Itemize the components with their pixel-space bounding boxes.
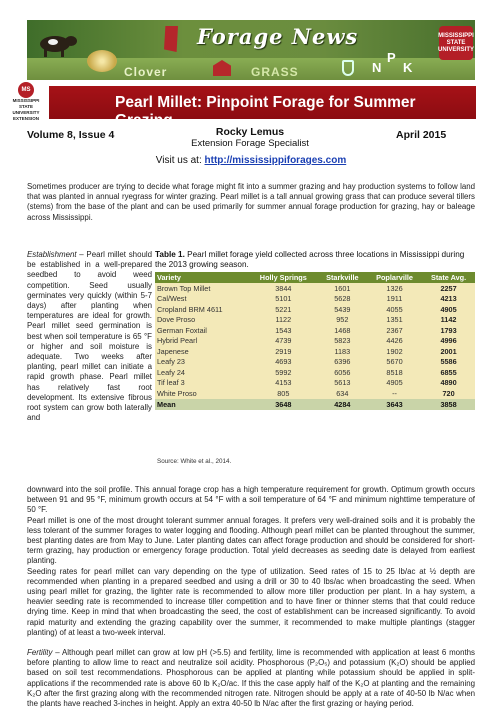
header-state-avg: State Avg. (422, 272, 475, 283)
table-caption-label: Table 1. (155, 250, 185, 259)
forage-yield-table (155, 272, 475, 410)
cell-variety: Hybrid Pearl (155, 336, 249, 347)
table-row (155, 357, 475, 368)
author-name: Rocky Lemus (215, 126, 285, 138)
table-row (155, 388, 475, 399)
cell-state-avg: 4905 (422, 304, 475, 315)
article-title: Pearl Millet: Pinpoint Forage for Summer Grazing (115, 94, 416, 129)
table-row (155, 378, 475, 389)
cell-variety: Brown Top Millet (155, 283, 249, 294)
fertility-paragraph (27, 648, 475, 709)
cell-holly-springs: 3844 (249, 283, 318, 294)
cell-poplarville: 5670 (367, 357, 422, 368)
table-row (155, 294, 475, 305)
cell-state-avg: 6855 (422, 367, 475, 378)
establishment-paragraph (27, 250, 152, 423)
cell-starkville: 1601 (318, 283, 367, 294)
cell-starkville: 5439 (318, 304, 367, 315)
fertility-text: – Although pearl millet can grow at low pH (>5.5) and fertility, lime is recommended with application at least 6 months before planting to allow lime to react and neutralize soil acidity. Phosphorous (P₂O₅) and potassium (K₂O) should be applied based on soil test recommendations. Phosphorous can be applied at planting while potassium should be applied in split-applications if the recommended rate is above 60 lb K₂O/ac. If this the case apply half of the K₂O at planting and the remaining K₂O after the first grazing along with the recommended nitrogen rate. Nitrogen should be apply at a rate of 40-50 lb N/ac when the plants have reached 3-inches in height. Apply an extra 40-50 lb N/ac after the first grazing or haying period. (27, 648, 475, 709)
mean-variety: Mean (155, 399, 249, 410)
header-variety: Variety (155, 272, 249, 283)
visit-prefix: Visit us at: (155, 155, 205, 166)
cell-poplarville: 4905 (367, 378, 422, 389)
table-row (155, 325, 475, 336)
cell-state-avg: 2257 (422, 283, 475, 294)
author-block (180, 126, 320, 150)
table-header-row (155, 272, 475, 283)
cattle-icon (35, 28, 81, 58)
cell-poplarville: 4426 (367, 336, 422, 347)
cell-state-avg: 720 (422, 388, 475, 399)
fertility-label: Fertility (27, 648, 53, 658)
cell-poplarville: 4055 (367, 304, 422, 315)
cell-starkville: 952 (318, 315, 367, 326)
issue-date: April 2015 (396, 129, 447, 141)
cell-state-avg: 5586 (422, 357, 475, 368)
cell-variety: Leafy 24 (155, 367, 249, 378)
table-row (155, 367, 475, 378)
cell-variety: German Foxtail (155, 325, 249, 336)
table-row (155, 336, 475, 347)
continuation-paragraph-1: downward into the soil profile. This annual forage crop has a high temperature requirement for growth. Optimum growth occurs between 91 and 95 °F, minimum growth occurs at 54 °F with a soil temperature of 64 °F and minimum nighttime temperature of 50 °F. (27, 485, 475, 515)
cell-starkville: 1468 (318, 325, 367, 336)
cell-poplarville: -- (367, 388, 422, 399)
header-starkville: Starkville (318, 272, 367, 283)
cell-variety: Cal/West (155, 294, 249, 305)
cell-starkville: 5613 (318, 378, 367, 389)
msu-extension-logo (6, 82, 46, 128)
table-mean-row (155, 399, 475, 410)
table-row (155, 346, 475, 357)
cell-starkville: 1183 (318, 346, 367, 357)
cell-state-avg: 4890 (422, 378, 475, 389)
cell-holly-springs: 5992 (249, 367, 318, 378)
cell-holly-springs: 4739 (249, 336, 318, 347)
establishment-label: Establishment (27, 250, 77, 259)
msu-seal-icon: MS (18, 82, 34, 98)
cell-poplarville: 2367 (367, 325, 422, 336)
table-row (155, 283, 475, 294)
table-row (155, 304, 475, 315)
mean-state-avg: 3858 (422, 399, 475, 410)
cell-holly-springs: 4153 (249, 378, 318, 389)
establishment-continuation (27, 485, 475, 709)
banner-grass-word: GRASS (251, 65, 299, 79)
cell-variety: Leafy 23 (155, 357, 249, 368)
cell-starkville: 6396 (318, 357, 367, 368)
visit-line (0, 155, 502, 166)
newsletter-title: Forage News (197, 24, 359, 49)
cell-poplarville: 1902 (367, 346, 422, 357)
continuation-paragraph-3: Seeding rates for pearl millet can vary depending on the type of utilization. Seed rates of 15 to 25 lb/ac at ½ depth are recommended when planting in a prepared seedbed and using a drill or 30 to 40 lbs/ac when broadcasting the seed. When using pearl millet for grazing, the lighter rate is recommended to allow more tiller production per plant. In a hay system, a heavier seeding rate is recommended to increase tiller competition and to have finer or thinner stems that that could reduce drying time. Keep in mind that when broadcasting the seed, the cost of establishment can be increased significantly. To avoid rapid maturity and extending the grazing capability over the summer, it recommended to make multiple plantings (stagger planting) of at least a two-week interval. (27, 566, 475, 637)
masthead-banner (27, 20, 475, 80)
mean-poplarville: 3643 (367, 399, 422, 410)
header-poplarville: Poplarville (367, 272, 422, 283)
establishment-text: – Pearl millet should be established in a well-prepared seedbed to avoid weed competition. Seed usually germinates very quickly (within 5-7 days) after planting when temperatures are ideal for growth. Pearl millet seed germination is best when soil temperature is 65 °F or higher and soil moisture is adequate. Two weeks after planting, pearl millet can initiate a rapid growth phase. Pearl millet has relatively fast root development. Its extensive fibrous root system can grow both laterally and (27, 250, 152, 423)
cell-holly-springs: 805 (249, 388, 318, 399)
table-source: Source: White et al., 2014. (157, 458, 232, 465)
cell-starkville: 5823 (318, 336, 367, 347)
beaker-icon (342, 60, 354, 76)
hay-bale-icon (87, 50, 117, 72)
cell-holly-springs: 5221 (249, 304, 318, 315)
mississippi-map-icon (164, 26, 178, 52)
cell-starkville: 634 (318, 388, 367, 399)
cell-poplarville: 1351 (367, 315, 422, 326)
npk-p-label: P (387, 50, 396, 65)
cell-poplarville: 8518 (367, 367, 422, 378)
table-caption (155, 250, 475, 270)
mean-holly-springs: 3648 (249, 399, 318, 410)
cell-holly-springs: 5101 (249, 294, 318, 305)
cell-state-avg: 1793 (422, 325, 475, 336)
cell-variety: White Proso (155, 388, 249, 399)
table-row (155, 315, 475, 326)
cell-holly-springs: 1122 (249, 315, 318, 326)
msu-logo-right (439, 26, 473, 60)
website-link[interactable]: http://mississippiforages.com (204, 155, 347, 166)
banner-clover-word: Clover (124, 65, 168, 79)
msu-extension-logo-text: MISSISSIPPI STATE UNIVERSITY EXTENSION (12, 98, 40, 121)
cell-state-avg: 4996 (422, 336, 475, 347)
article-title-bar (49, 86, 476, 129)
continuation-paragraph-2: Pearl millet is one of the most drought tolerant summer annual forages. It prefers very well-drained soils and it is probably the less tolerant of the summer forages to water logging and flooding. Although pearl millet can be planted throughout the summer, best planting dates are from May to June. Later planting dates can affect forage production and should be considered for short-term grazing, hay production or emergency forage production. Total yield decreases as seeding date is delayed from earliest planting. (27, 515, 475, 566)
cell-holly-springs: 1543 (249, 325, 318, 336)
cell-variety: Dove Proso (155, 315, 249, 326)
mean-starkville: 4284 (318, 399, 367, 410)
cell-variety: Japenese (155, 346, 249, 357)
cell-state-avg: 4213 (422, 294, 475, 305)
cell-starkville: 5628 (318, 294, 367, 305)
cell-starkville: 6056 (318, 367, 367, 378)
msu-logo-text: MISSISSIPPI STATE UNIVERSITY (438, 32, 475, 53)
intro-paragraph: Sometimes producer are trying to decide what forage might fit into a summer grazing and hay production systems to follow land that was planted in annual ryegrass for winter grazing. Pearl millet is a tall annual growing grass that can produce several tillers (stems) from the base of the plant and can be used primarily for summer annual forage production for grazing, hay or baleage across Mississippi. (27, 182, 475, 222)
table-caption-text: Pearl millet forage yield collected across three locations in Mississippi during the 2013 growing season. (155, 250, 465, 269)
volume-issue: Volume 8, Issue 4 (27, 129, 115, 141)
cell-holly-springs: 2919 (249, 346, 318, 357)
npk-k-label: K (403, 60, 413, 75)
cell-poplarville: 1326 (367, 283, 422, 294)
cell-variety: Cropland BRM 4611 (155, 304, 249, 315)
cell-variety: Tif leaf 3 (155, 378, 249, 389)
cell-poplarville: 1911 (367, 294, 422, 305)
cell-holly-springs: 4693 (249, 357, 318, 368)
npk-n-label: N (372, 60, 382, 75)
author-role: Extension Forage Specialist (191, 138, 309, 149)
header-holly-springs: Holly Springs (249, 272, 318, 283)
cell-state-avg: 2001 (422, 346, 475, 357)
cell-state-avg: 1142 (422, 315, 475, 326)
